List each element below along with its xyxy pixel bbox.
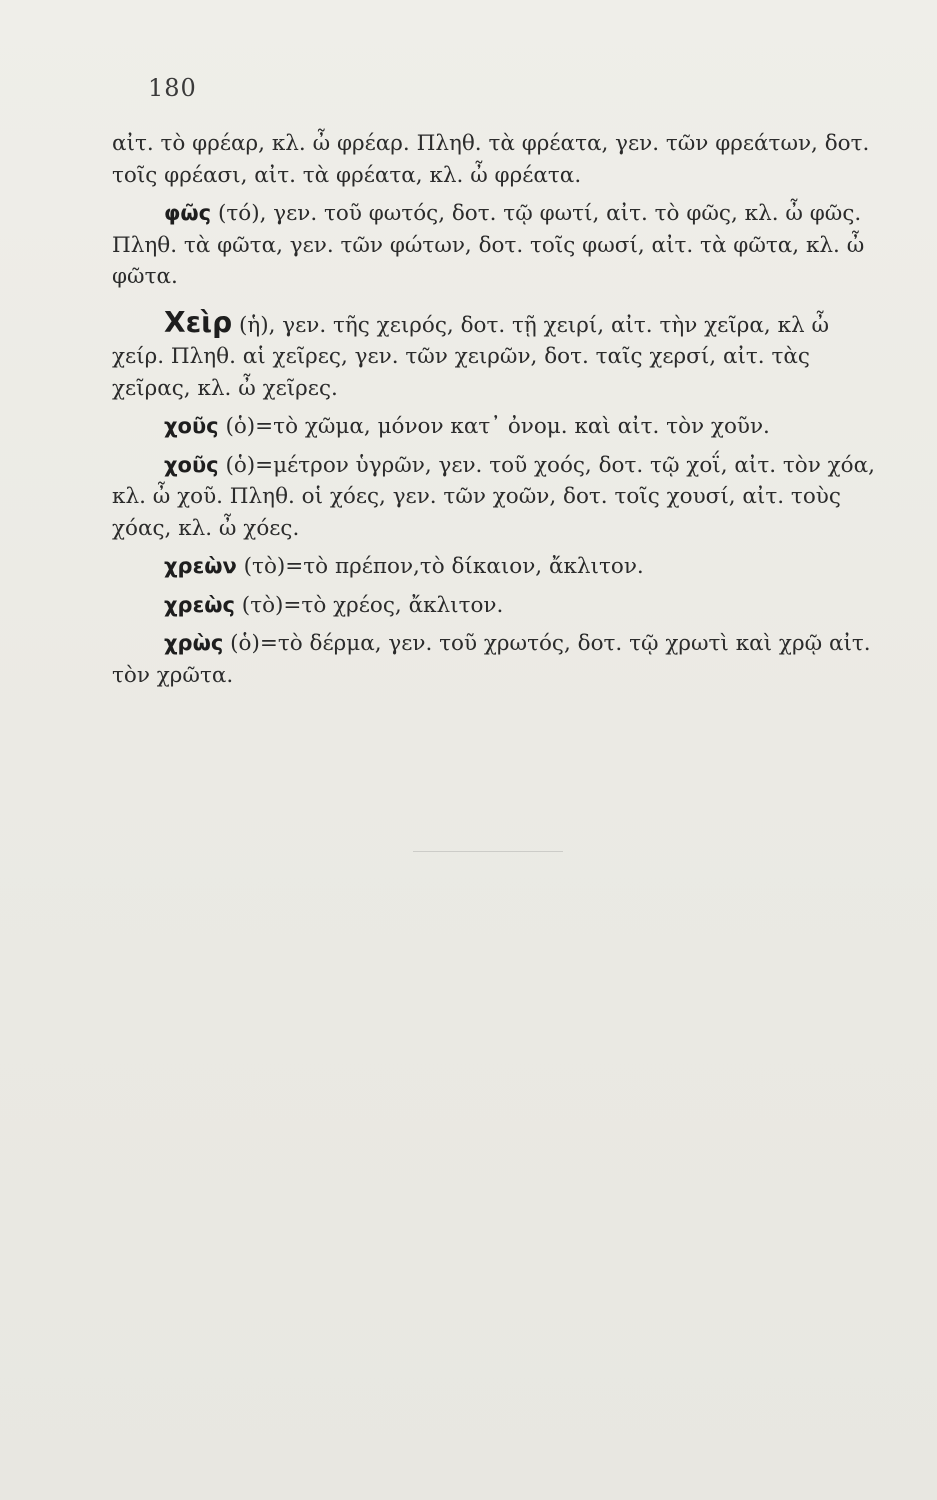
entry-chreos [112,590,882,622]
headword: χοῦς [164,414,219,438]
headword: χρεὼν [164,554,237,578]
entry-text: αἰτ. τὸ φρέαρ, κλ. ὦ φρέαρ. Πληθ. τὰ φρέατα, γεν. τῶν φρεάτων, δοτ. τοῖς φρέασι, αἰτ. τὰ φρέατα, κλ. ὦ φρέατα. [112,131,870,188]
entry-definition: (ὁ)=τὸ χῶμα, μόνον κατ᾽ ὀνομ. καὶ αἰτ. τὸν χοῦν. [218,414,770,439]
entry-cheir [112,307,882,405]
entry-chreon [112,551,882,583]
entry-definition: (τὸ)=τὸ πρέπον,τὸ δίκαιον, ἄκλιτον. [236,554,644,579]
headword: Χεὶρ [164,305,233,339]
entry-chous-2 [112,450,882,545]
headword: χρεὼς [164,592,235,617]
page-number: 180 [148,74,197,102]
entry-definition: (ἡ), γεν. τῆς χειρός, δοτ. τῇ χειρί, αἰτ. τὴν χεῖρα, κλ ὦ χείρ. Πληθ. αἱ χεῖρες, γεν. τῶν χειρῶν, δοτ. ταῖς χερσί, αἰτ. τὰς χεῖρας, κλ. ὦ χεῖρες. [112,312,830,401]
entry-chros [112,628,882,691]
entry-definition: (ὁ)=τὸ δέρμα, γεν. τοῦ χρωτός, δοτ. τῷ χρωτὶ καὶ χρῷ αἰτ. τὸν χρῶτα. [112,631,871,688]
entry-chous-1 [112,411,882,443]
entry-continuation [112,128,882,191]
entry-definition: (τὸ)=τὸ χρέος, ἄκλιτον. [234,592,504,618]
headword: φῶς [164,201,212,225]
entry-definition: (τό), γεν. τοῦ φωτός, δοτ. τῷ φωτί, αἰτ. τὸ φῶς, κλ. ὦ φῶς. Πληθ. τὰ φῶτα, γεν. τῶν φώτων, δοτ. τοῖς φωσί, αἰτ. τὰ φῶτα, κλ. ὦ φῶτα. [112,201,865,289]
headword: χρὼς [164,631,224,655]
dictionary-text [112,128,882,691]
entry-fos [112,198,882,293]
entry-definition: (ὁ)=μέτρον ὑγρῶν, γεν. τοῦ χοός, δοτ. τῷ χοΐ, αἰτ. τὸν χόα, κλ. ὦ χοῦ. Πληθ. οἱ χόες, γεν. τῶν χοῶν, δοτ. τοῖς χουσί, αἰτ. τοὺς χόας, κλ. ὦ χόες. [112,452,875,541]
bleed-through-rule [413,851,563,852]
headword: χοῦς [164,452,219,477]
